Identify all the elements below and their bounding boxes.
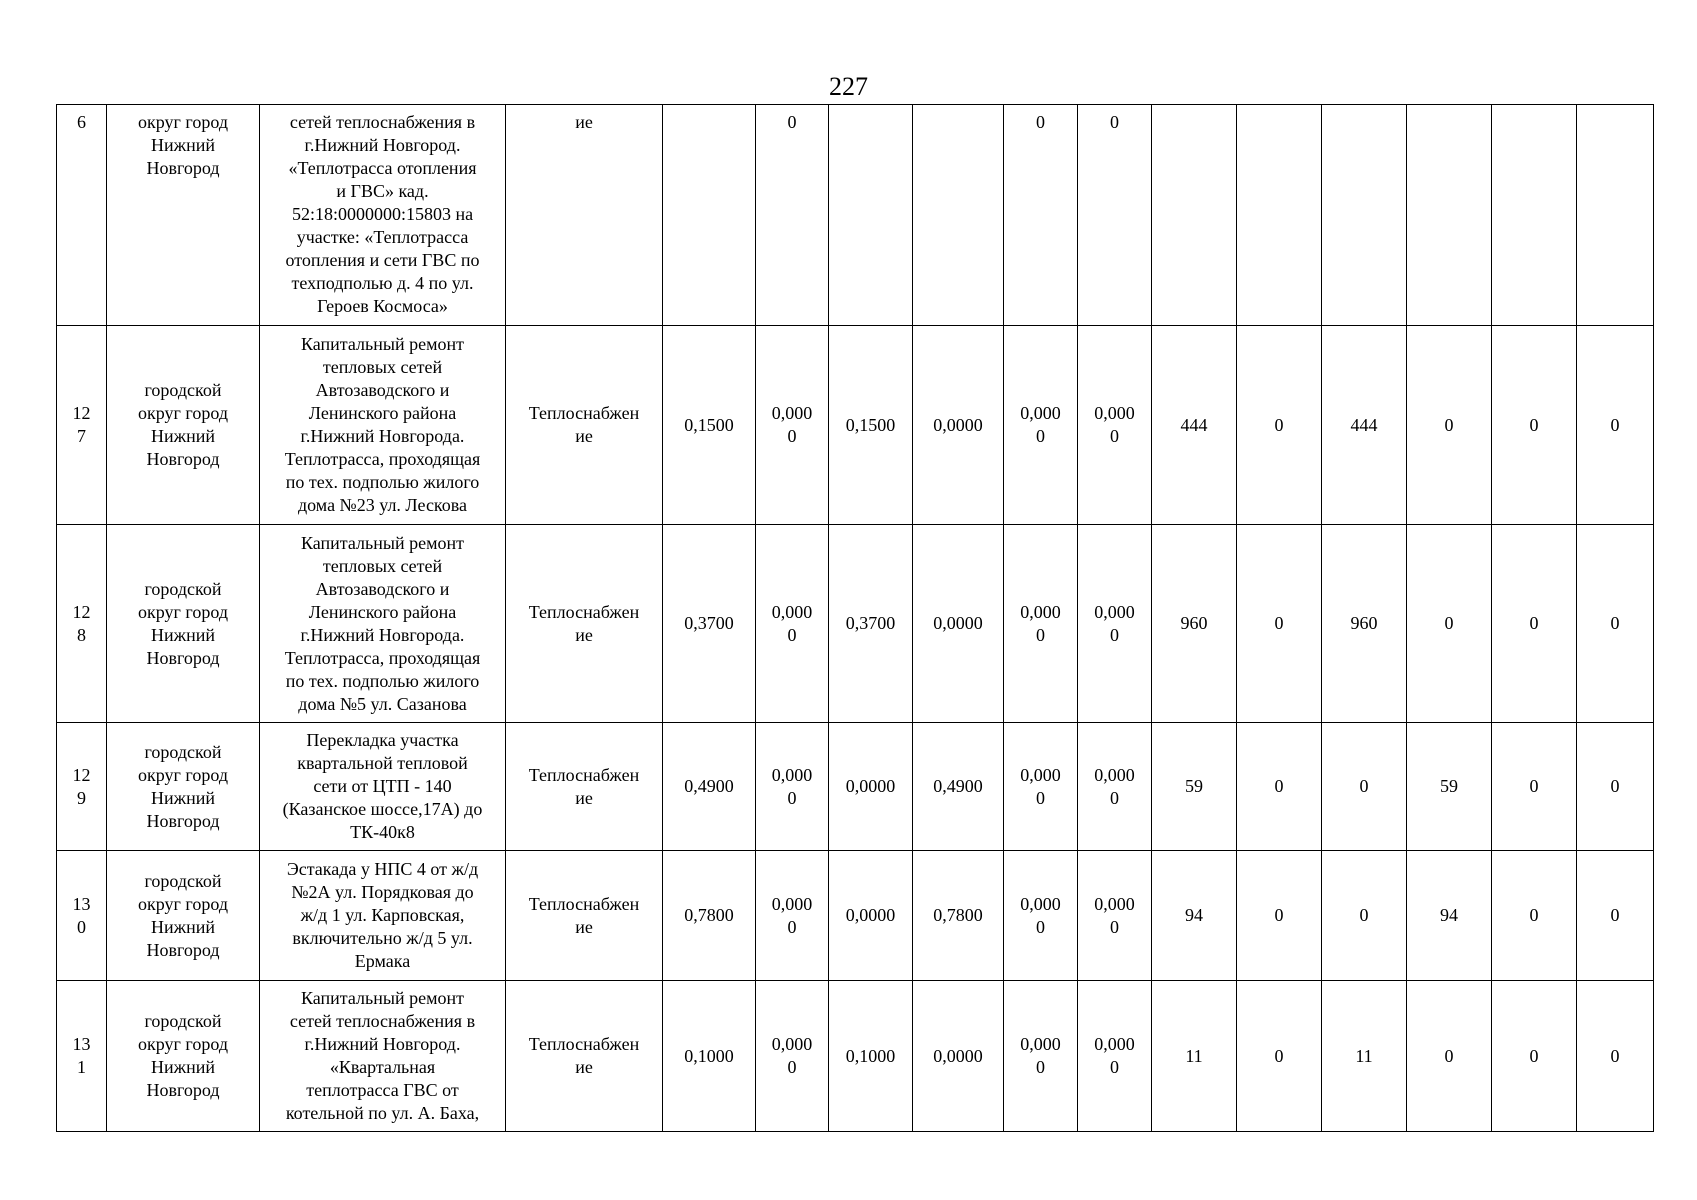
value-cell-11: 0 <box>1492 525 1577 723</box>
project-name-cell: сетей теплоснабжения в г.Нижний Новгород. «Теплотрасса отопления и ГВС» кад. 52:18:0000000:15803 на участке: «Теплотрасса отопления и сети ГВС по техподполью д. 4 по ул. Героев Космоса» <box>260 105 506 326</box>
value-cell-3: 0,0000 <box>829 723 913 851</box>
value-cell-1 <box>663 105 756 326</box>
row-number: 13 1 <box>57 981 107 1132</box>
value-cell-10: 0 <box>1407 525 1492 723</box>
value-cell-4: 0,7800 <box>913 851 1004 981</box>
value-cell-11: 0 <box>1492 326 1577 525</box>
value-cell-5: 0,000 0 <box>1004 981 1078 1132</box>
value-cell-9: 11 <box>1322 981 1407 1132</box>
value-cell-9: 0 <box>1322 723 1407 851</box>
value-cell-10: 94 <box>1407 851 1492 981</box>
value-cell-10: 0 <box>1407 326 1492 525</box>
value-cell-12: 0 <box>1577 981 1654 1132</box>
value-cell-8: 0 <box>1237 525 1322 723</box>
investment-table <box>56 104 1654 1132</box>
value-cell-8: 0 <box>1237 723 1322 851</box>
district-cell: городской округ город Нижний Новгород <box>107 851 260 981</box>
value-cell-3: 0,1500 <box>829 326 913 525</box>
value-cell-1: 0,1000 <box>663 981 756 1132</box>
value-cell-9 <box>1322 105 1407 326</box>
page-number: 227 <box>829 72 868 101</box>
value-cell-6: 0,000 0 <box>1078 851 1152 981</box>
purpose-cell: ие <box>506 105 663 326</box>
purpose-cell: Теплоснабжен ие <box>506 525 663 723</box>
project-name-cell: Перекладка участка квартальной тепловой сети от ЦТП - 140 (Казанское шоссе,17А) до ТК-40к8 <box>260 723 506 851</box>
value-cell-5: 0,000 0 <box>1004 326 1078 525</box>
table-row <box>57 105 1654 326</box>
value-cell-10: 0 <box>1407 981 1492 1132</box>
project-name-cell: Капитальный ремонт сетей теплоснабжения в г.Нижний Новгород. «Квартальная теплотрасса ГВС от котельной по ул. А. Баха, <box>260 981 506 1132</box>
value-cell-2: 0,000 0 <box>756 326 829 525</box>
value-cell-3 <box>829 105 913 326</box>
row-number: 6 <box>57 105 107 326</box>
value-cell-1: 0,3700 <box>663 525 756 723</box>
value-cell-2: 0,000 0 <box>756 525 829 723</box>
purpose-cell: Теплоснабжен ие <box>506 326 663 525</box>
value-cell-5: 0,000 0 <box>1004 525 1078 723</box>
value-cell-2: 0,000 0 <box>756 981 829 1132</box>
value-cell-11: 0 <box>1492 851 1577 981</box>
project-name-cell: Капитальный ремонт тепловых сетей Автозаводского и Ленинского района г.Нижний Новгорода. Теплотрасса, проходящая по тех. подполью жилого дома №23 ул. Лескова <box>260 326 506 525</box>
row-number: 12 9 <box>57 723 107 851</box>
value-cell-7: 59 <box>1152 723 1237 851</box>
value-cell-7: 960 <box>1152 525 1237 723</box>
purpose-cell: Теплоснабжен ие <box>506 723 663 851</box>
value-cell-8: 0 <box>1237 326 1322 525</box>
value-cell-9: 0 <box>1322 851 1407 981</box>
value-cell-12: 0 <box>1577 326 1654 525</box>
district-cell: городской округ город Нижний Новгород <box>107 723 260 851</box>
district-cell: городской округ город Нижний Новгород <box>107 326 260 525</box>
value-cell-7: 444 <box>1152 326 1237 525</box>
value-cell-3: 0,0000 <box>829 851 913 981</box>
value-cell-7: 94 <box>1152 851 1237 981</box>
value-cell-4: 0,0000 <box>913 981 1004 1132</box>
value-cell-10 <box>1407 105 1492 326</box>
table-row <box>57 851 1654 981</box>
district-cell: городской округ город Нижний Новгород <box>107 525 260 723</box>
value-cell-12 <box>1577 105 1654 326</box>
value-cell-11: 0 <box>1492 981 1577 1132</box>
purpose-cell: Теплоснабжен ие <box>506 981 663 1132</box>
value-cell-2: 0 <box>756 105 829 326</box>
project-name-cell: Капитальный ремонт тепловых сетей Автозаводского и Ленинского района г.Нижний Новгорода. Теплотрасса, проходящая по тех. подполью жилого дома №5 ул. Сазанова <box>260 525 506 723</box>
value-cell-8: 0 <box>1237 851 1322 981</box>
value-cell-5: 0 <box>1004 105 1078 326</box>
value-cell-6: 0,000 0 <box>1078 723 1152 851</box>
value-cell-9: 444 <box>1322 326 1407 525</box>
value-cell-5: 0,000 0 <box>1004 723 1078 851</box>
value-cell-9: 960 <box>1322 525 1407 723</box>
value-cell-2: 0,000 0 <box>756 851 829 981</box>
value-cell-3: 0,1000 <box>829 981 913 1132</box>
value-cell-6: 0,000 0 <box>1078 525 1152 723</box>
value-cell-11: 0 <box>1492 723 1577 851</box>
value-cell-6: 0,000 0 <box>1078 981 1152 1132</box>
value-cell-4: 0,0000 <box>913 525 1004 723</box>
value-cell-8 <box>1237 105 1322 326</box>
project-name-cell: Эстакада у НПС 4 от ж/д №2А ул. Порядковая до ж/д 1 ул. Карповская, включительно ж/д 5 ул. Ермака <box>260 851 506 981</box>
value-cell-6: 0,000 0 <box>1078 326 1152 525</box>
table-row <box>57 326 1654 525</box>
value-cell-4 <box>913 105 1004 326</box>
district-cell: округ город Нижний Новгород <box>107 105 260 326</box>
value-cell-3: 0,3700 <box>829 525 913 723</box>
value-cell-6: 0 <box>1078 105 1152 326</box>
value-cell-12: 0 <box>1577 525 1654 723</box>
table-row <box>57 981 1654 1132</box>
value-cell-8: 0 <box>1237 981 1322 1132</box>
value-cell-1: 0,7800 <box>663 851 756 981</box>
purpose-cell: Теплоснабжен ие <box>506 851 663 981</box>
value-cell-7 <box>1152 105 1237 326</box>
value-cell-7: 11 <box>1152 981 1237 1132</box>
table-body <box>57 105 1654 1132</box>
value-cell-10: 59 <box>1407 723 1492 851</box>
value-cell-1: 0,4900 <box>663 723 756 851</box>
row-number: 12 8 <box>57 525 107 723</box>
table-row <box>57 525 1654 723</box>
row-number: 13 0 <box>57 851 107 981</box>
value-cell-4: 0,4900 <box>913 723 1004 851</box>
value-cell-11 <box>1492 105 1577 326</box>
row-number: 12 7 <box>57 326 107 525</box>
value-cell-12: 0 <box>1577 723 1654 851</box>
value-cell-1: 0,1500 <box>663 326 756 525</box>
value-cell-5: 0,000 0 <box>1004 851 1078 981</box>
district-cell: городской округ город Нижний Новгород <box>107 981 260 1132</box>
value-cell-2: 0,000 0 <box>756 723 829 851</box>
value-cell-4: 0,0000 <box>913 326 1004 525</box>
table-row <box>57 723 1654 851</box>
value-cell-12: 0 <box>1577 851 1654 981</box>
